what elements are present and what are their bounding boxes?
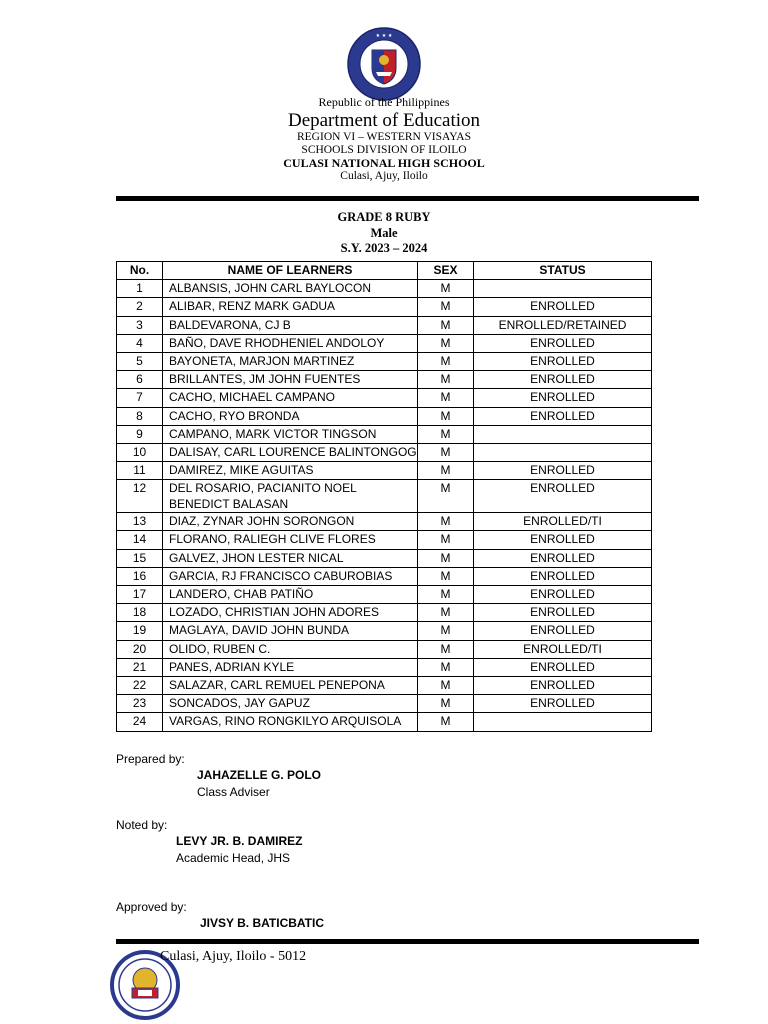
svg-text:★ ★ ★: ★ ★ ★ xyxy=(375,33,393,39)
table-header-row xyxy=(117,262,652,280)
table-body xyxy=(117,280,652,731)
row-number: 20 xyxy=(117,640,163,658)
table-row xyxy=(117,513,652,531)
learner-name: GALVEZ, JHON LESTER NICAL xyxy=(163,549,418,567)
learner-status xyxy=(474,425,652,443)
learner-sex: M xyxy=(418,407,474,425)
row-number: 5 xyxy=(117,352,163,370)
row-number: 2 xyxy=(117,298,163,316)
learner-name: ALIBAR, RENZ MARK GADUA xyxy=(163,298,418,316)
learner-sex: M xyxy=(418,298,474,316)
row-number: 10 xyxy=(117,443,163,461)
row-number: 4 xyxy=(117,334,163,352)
learner-name: BALDEVARONA, CJ B xyxy=(163,316,418,334)
prepared-by-label: Prepared by: xyxy=(116,752,185,766)
learner-name: DALISAY, CARL LOURENCE BALINTONGOG xyxy=(163,443,418,461)
approved-by-name: JIVSY B. BATICBATIC xyxy=(200,916,325,930)
learner-sex: M xyxy=(418,352,474,370)
table-row xyxy=(117,334,652,352)
learner-status: ENROLLED xyxy=(474,407,652,425)
school-name: CULASI NATIONAL HIGH SCHOOL xyxy=(283,156,485,170)
table-row xyxy=(117,713,652,731)
row-number: 15 xyxy=(117,549,163,567)
learner-status: ENROLLED xyxy=(474,371,652,389)
learner-name: DIAZ, ZYNAR JOHN SORONGON xyxy=(163,513,418,531)
learner-status: ENROLLED xyxy=(474,604,652,622)
row-number: 18 xyxy=(117,604,163,622)
learner-sex: M xyxy=(418,443,474,461)
learner-status: ENROLLED xyxy=(474,531,652,549)
table-row xyxy=(117,676,652,694)
learner-name: ALBANSIS, JOHN CARL BAYLOCON xyxy=(163,280,418,298)
learner-name: SONCADOS, JAY GAPUZ xyxy=(163,695,418,713)
row-number: 21 xyxy=(117,658,163,676)
learner-sex: M xyxy=(418,658,474,676)
table-row xyxy=(117,371,652,389)
footer-address: Culasi, Ajuy, Iloilo - 5012 xyxy=(160,949,307,964)
table-row xyxy=(117,658,652,676)
learner-sex: M xyxy=(418,640,474,658)
table-row xyxy=(117,443,652,461)
learner-status: ENROLLED xyxy=(474,658,652,676)
learner-sex: M xyxy=(418,604,474,622)
learner-status: ENROLLED xyxy=(474,298,652,316)
learner-name: BAYONETA, MARJON MARTINEZ xyxy=(163,352,418,370)
learner-sex: M xyxy=(418,695,474,713)
learner-status: ENROLLED xyxy=(474,480,652,513)
learner-name: LANDERO, CHAB PATIÑO xyxy=(163,586,418,604)
learner-name: PANES, ADRIAN KYLE xyxy=(163,658,418,676)
learner-status: ENROLLED xyxy=(474,622,652,640)
learner-sex: M xyxy=(418,480,474,513)
noted-by-name: LEVY JR. B. DAMIREZ xyxy=(176,834,303,848)
republic-heading: Republic of the Philippines xyxy=(318,95,450,109)
row-number: 1 xyxy=(117,280,163,298)
school-address: Culasi, Ajuy, Iloilo xyxy=(340,170,428,182)
learner-sex: M xyxy=(418,316,474,334)
learner-sex: M xyxy=(418,713,474,731)
learner-status xyxy=(474,443,652,461)
learner-name: VARGAS, RINO RONGKILYO ARQUISOLA xyxy=(163,713,418,731)
learner-name: BRILLANTES, JM JOHN FUENTES xyxy=(163,371,418,389)
header-name: NAME OF LEARNERS xyxy=(163,262,418,280)
header-no: No. xyxy=(117,262,163,280)
learner-name: LOZADO, CHRISTIAN JOHN ADORES xyxy=(163,604,418,622)
header-sex: SEX xyxy=(418,262,474,280)
table-row xyxy=(117,604,652,622)
row-number: 23 xyxy=(117,695,163,713)
learner-sex: M xyxy=(418,676,474,694)
table-row xyxy=(117,480,652,513)
table-row xyxy=(117,298,652,316)
learners-table xyxy=(116,261,652,732)
learner-name: MAGLAYA, DAVID JOHN BUNDA xyxy=(163,622,418,640)
row-number: 17 xyxy=(117,586,163,604)
learner-status xyxy=(474,280,652,298)
learner-name-line: DEL ROSARIO, PACIANITO NOEL xyxy=(169,481,357,496)
learner-sex: M xyxy=(418,549,474,567)
learner-name: BAÑO, DAVE RHODHENIEL ANDOLOY xyxy=(163,334,418,352)
learner-name: OLIDO, RUBEN C. xyxy=(163,640,418,658)
table-row xyxy=(117,352,652,370)
learner-sex: M xyxy=(418,567,474,585)
table-row xyxy=(117,549,652,567)
learner-name-line: BENEDICT BALASAN xyxy=(169,497,289,512)
learner-sex: M xyxy=(418,425,474,443)
table-row xyxy=(117,389,652,407)
table-row xyxy=(117,280,652,298)
table-row xyxy=(117,425,652,443)
learner-status: ENROLLED xyxy=(474,567,652,585)
learner-status: ENROLLED xyxy=(474,334,652,352)
header-status: STATUS xyxy=(474,262,652,280)
learner-name xyxy=(163,480,418,513)
learner-status: ENROLLED xyxy=(474,462,652,480)
row-number: 13 xyxy=(117,513,163,531)
learner-status: ENROLLED xyxy=(474,676,652,694)
table-row xyxy=(117,622,652,640)
school-year: S.Y. 2023 – 2024 xyxy=(340,241,428,255)
learner-name: GARCIA, RJ FRANCISCO CABUROBIAS xyxy=(163,567,418,585)
table-row xyxy=(117,531,652,549)
division-line: SCHOOLS DIVISION OF ILOILO xyxy=(301,144,467,156)
table-row xyxy=(117,640,652,658)
noted-by-label: Noted by: xyxy=(116,818,168,832)
region-line: REGION VI – WESTERN VISAYAS xyxy=(296,131,471,143)
row-number: 3 xyxy=(117,316,163,334)
learner-status: ENROLLED xyxy=(474,549,652,567)
learner-sex: M xyxy=(418,334,474,352)
learner-name: CACHO, MICHAEL CAMPANO xyxy=(163,389,418,407)
learner-name: DAMIREZ, MIKE AGUITAS xyxy=(163,462,418,480)
learner-status: ENROLLED/TI xyxy=(474,640,652,658)
learner-sex: M xyxy=(418,462,474,480)
row-number: 9 xyxy=(117,425,163,443)
footer-divider xyxy=(116,939,699,944)
learner-sex: M xyxy=(418,371,474,389)
sex-subtitle: Male xyxy=(370,226,398,240)
row-number: 7 xyxy=(117,389,163,407)
learner-status: ENROLLED xyxy=(474,586,652,604)
prepared-by-name: JAHAZELLE G. POLO xyxy=(197,768,322,782)
learner-sex: M xyxy=(418,389,474,407)
learner-status: ENROLLED xyxy=(474,389,652,407)
learner-sex: M xyxy=(418,280,474,298)
approved-by-label: Approved by: xyxy=(116,900,187,914)
row-number: 6 xyxy=(117,371,163,389)
table-row xyxy=(117,316,652,334)
learner-name: CAMPANO, MARK VICTOR TINGSON xyxy=(163,425,418,443)
learner-name: FLORANO, RALIEGH CLIVE FLORES xyxy=(163,531,418,549)
learner-name: SALAZAR, CARL REMUEL PENEPONA xyxy=(163,676,418,694)
row-number: 24 xyxy=(117,713,163,731)
header-divider xyxy=(116,196,699,201)
learner-sex: M xyxy=(418,531,474,549)
learner-sex: M xyxy=(418,622,474,640)
noted-by-title: Academic Head, JHS xyxy=(176,851,291,865)
row-number: 12 xyxy=(117,480,163,513)
row-number: 22 xyxy=(117,676,163,694)
row-number: 8 xyxy=(117,407,163,425)
table-row xyxy=(117,586,652,604)
department-heading: Department of Education xyxy=(287,110,481,131)
row-number: 14 xyxy=(117,531,163,549)
table-row xyxy=(117,695,652,713)
deped-seal-logo xyxy=(346,26,422,102)
learner-status: ENROLLED xyxy=(474,352,652,370)
row-number: 11 xyxy=(117,462,163,480)
learner-status: ENROLLED/TI xyxy=(474,513,652,531)
learner-name: CACHO, RYO BRONDA xyxy=(163,407,418,425)
learner-status: ENROLLED xyxy=(474,695,652,713)
table-row xyxy=(117,462,652,480)
row-number: 16 xyxy=(117,567,163,585)
table-row xyxy=(117,407,652,425)
learner-status xyxy=(474,713,652,731)
section-title: GRADE 8 RUBY xyxy=(337,210,431,224)
prepared-by-title: Class Adviser xyxy=(197,785,270,799)
table-row xyxy=(117,567,652,585)
learner-sex: M xyxy=(418,586,474,604)
row-number: 19 xyxy=(117,622,163,640)
learner-status: ENROLLED/RETAINED xyxy=(474,316,652,334)
learner-sex: M xyxy=(418,513,474,531)
